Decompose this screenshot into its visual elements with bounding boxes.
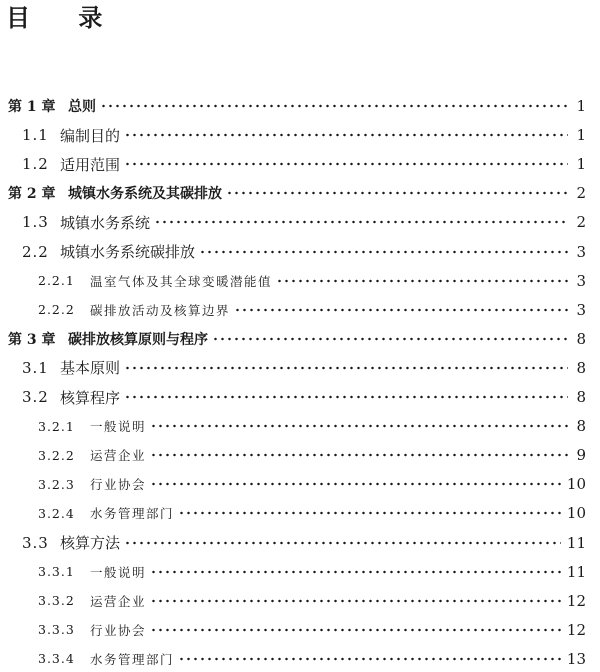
toc-entry-title: 基本原则 bbox=[60, 359, 121, 378]
dot-leader bbox=[124, 365, 568, 371]
toc-entry-page-number: 1 bbox=[576, 126, 586, 145]
toc-entry-page-number: 1 bbox=[576, 97, 586, 115]
toc-entry-page-number: 11 bbox=[566, 533, 586, 552]
toc-entry-page-number: 3 bbox=[576, 300, 586, 319]
dot-leader bbox=[124, 161, 568, 167]
toc-entry-page-number: 1 bbox=[576, 155, 586, 174]
toc-entry-title: 城镇水务系统碳排放 bbox=[60, 243, 196, 261]
toc-entry-number: 第 2 章 bbox=[8, 186, 56, 203]
toc-entry-page-number: 8 bbox=[576, 417, 586, 436]
toc-entry-page-number: 2 bbox=[576, 184, 586, 203]
toc-entry-number: 3.1 bbox=[22, 358, 49, 377]
toc-chapter-entry[interactable] bbox=[0, 328, 600, 350]
dot-leader bbox=[178, 510, 561, 516]
toc-section-entry[interactable] bbox=[0, 124, 600, 146]
toc-entry-title: 城镇水务系统及其碳排放 bbox=[68, 186, 222, 203]
dot-leader bbox=[150, 452, 568, 458]
toc-section-entry[interactable] bbox=[0, 532, 600, 554]
toc-entry-number: 1.3 bbox=[22, 213, 49, 232]
toc-entry-page-number: 3 bbox=[576, 271, 586, 290]
toc-entry-title: 水务管理部门 bbox=[90, 506, 175, 522]
toc-entry-title: 编制目的 bbox=[60, 126, 121, 145]
toc-subsection-entry[interactable] bbox=[0, 415, 600, 437]
dot-leader bbox=[124, 132, 568, 138]
toc-entry-number: 3.2.1 bbox=[38, 418, 75, 434]
toc-entry-title: 一般说明 bbox=[90, 419, 147, 435]
dot-leader bbox=[100, 103, 568, 109]
dot-leader bbox=[276, 278, 568, 284]
toc-subsection-entry[interactable] bbox=[0, 270, 600, 292]
toc-entry-page-number: 8 bbox=[576, 358, 586, 377]
toc-entry-title: 城镇水务系统 bbox=[60, 213, 151, 232]
toc-subsection-entry[interactable] bbox=[0, 619, 600, 641]
dot-leader bbox=[154, 219, 568, 225]
dot-leader bbox=[234, 307, 568, 313]
toc-section-entry[interactable] bbox=[0, 386, 600, 408]
toc-entry-page-number: 2 bbox=[576, 213, 586, 232]
toc-entry-number: 3.3.1 bbox=[38, 564, 75, 580]
toc-entry-title: 碳排放活动及核算边界 bbox=[90, 302, 231, 318]
toc-entry-number: 第 1 章 bbox=[8, 99, 56, 115]
toc-entry-page-number: 12 bbox=[566, 620, 586, 639]
toc-entry-number: 3.2 bbox=[22, 388, 49, 406]
toc-entry-title: 碳排放核算原则与程序 bbox=[68, 331, 208, 348]
toc-entry-page-number: 10 bbox=[566, 504, 586, 523]
dot-leader bbox=[150, 481, 561, 487]
toc-entry-title: 行业协会 bbox=[90, 477, 147, 493]
toc-entry-title: 行业协会 bbox=[90, 622, 147, 638]
toc-entry-page-number: 11 bbox=[566, 562, 586, 581]
toc-entry-title: 一般说明 bbox=[90, 564, 147, 580]
page-title: 目 录 bbox=[6, 3, 123, 32]
toc-chapter-entry[interactable] bbox=[0, 182, 600, 204]
dot-leader bbox=[150, 423, 568, 429]
dot-leader bbox=[199, 249, 568, 255]
toc-subsection-entry[interactable] bbox=[0, 444, 600, 466]
toc-entry-number: 1.1 bbox=[22, 126, 49, 145]
toc-subsection-entry[interactable] bbox=[0, 648, 600, 670]
toc-entry-page-number: 13 bbox=[566, 649, 586, 668]
toc-entry-page-number: 10 bbox=[566, 475, 586, 494]
toc-entry-number: 3.3.4 bbox=[38, 651, 75, 667]
toc-entry-number: 1.2 bbox=[22, 155, 49, 174]
toc-entry-number: 3.3.3 bbox=[38, 622, 75, 638]
toc-entry-title: 水务管理部门 bbox=[90, 651, 175, 667]
dot-leader bbox=[150, 627, 561, 633]
toc-entry-page-number: 12 bbox=[566, 591, 586, 610]
toc-entry-number: 3.3.2 bbox=[38, 593, 75, 609]
toc-entry-page-number: 8 bbox=[576, 388, 586, 406]
toc-section-entry[interactable] bbox=[0, 153, 600, 175]
toc-subsection-entry[interactable] bbox=[0, 473, 600, 495]
dot-leader bbox=[124, 540, 561, 546]
toc-entry-title: 运营企业 bbox=[90, 448, 147, 464]
toc-chapter-entry[interactable] bbox=[0, 95, 600, 117]
toc-entry-page-number: 3 bbox=[576, 242, 586, 261]
toc-entry-title: 核算方法 bbox=[60, 534, 121, 552]
toc-subsection-entry[interactable] bbox=[0, 590, 600, 612]
dot-leader bbox=[212, 336, 568, 342]
toc-entry-title: 总则 bbox=[68, 99, 96, 115]
toc-entry-number: 2.2 bbox=[22, 242, 49, 261]
dot-leader bbox=[150, 598, 561, 604]
toc-section-entry[interactable] bbox=[0, 211, 600, 233]
toc-entry-number: 3.2.3 bbox=[38, 476, 75, 492]
dot-leader bbox=[124, 394, 568, 400]
toc-entry-number: 2.2.1 bbox=[38, 273, 75, 289]
toc-entry-title: 运营企业 bbox=[90, 593, 147, 609]
toc-subsection-entry[interactable] bbox=[0, 299, 600, 321]
toc-entry-title: 适用范围 bbox=[60, 155, 121, 174]
toc-subsection-entry[interactable] bbox=[0, 561, 600, 583]
toc-subsection-entry[interactable] bbox=[0, 502, 600, 524]
toc-entry-title: 温室气体及其全球变暖潜能值 bbox=[90, 273, 273, 289]
toc-section-entry[interactable] bbox=[0, 357, 600, 379]
toc-entry-number: 3.3 bbox=[22, 533, 49, 552]
dot-leader bbox=[178, 656, 561, 662]
toc-entry-number: 第 3 章 bbox=[8, 331, 56, 348]
toc-entry-page-number: 9 bbox=[576, 446, 586, 465]
toc-entry-number: 2.2.2 bbox=[38, 302, 75, 318]
toc-entry-page-number: 8 bbox=[576, 329, 586, 348]
toc-section-entry[interactable] bbox=[0, 241, 600, 263]
toc-entry-number: 3.2.4 bbox=[38, 505, 75, 521]
dot-leader bbox=[226, 190, 568, 196]
toc-entry-number: 3.2.2 bbox=[38, 447, 75, 463]
dot-leader bbox=[150, 569, 561, 575]
toc-entry-title: 核算程序 bbox=[60, 388, 121, 407]
